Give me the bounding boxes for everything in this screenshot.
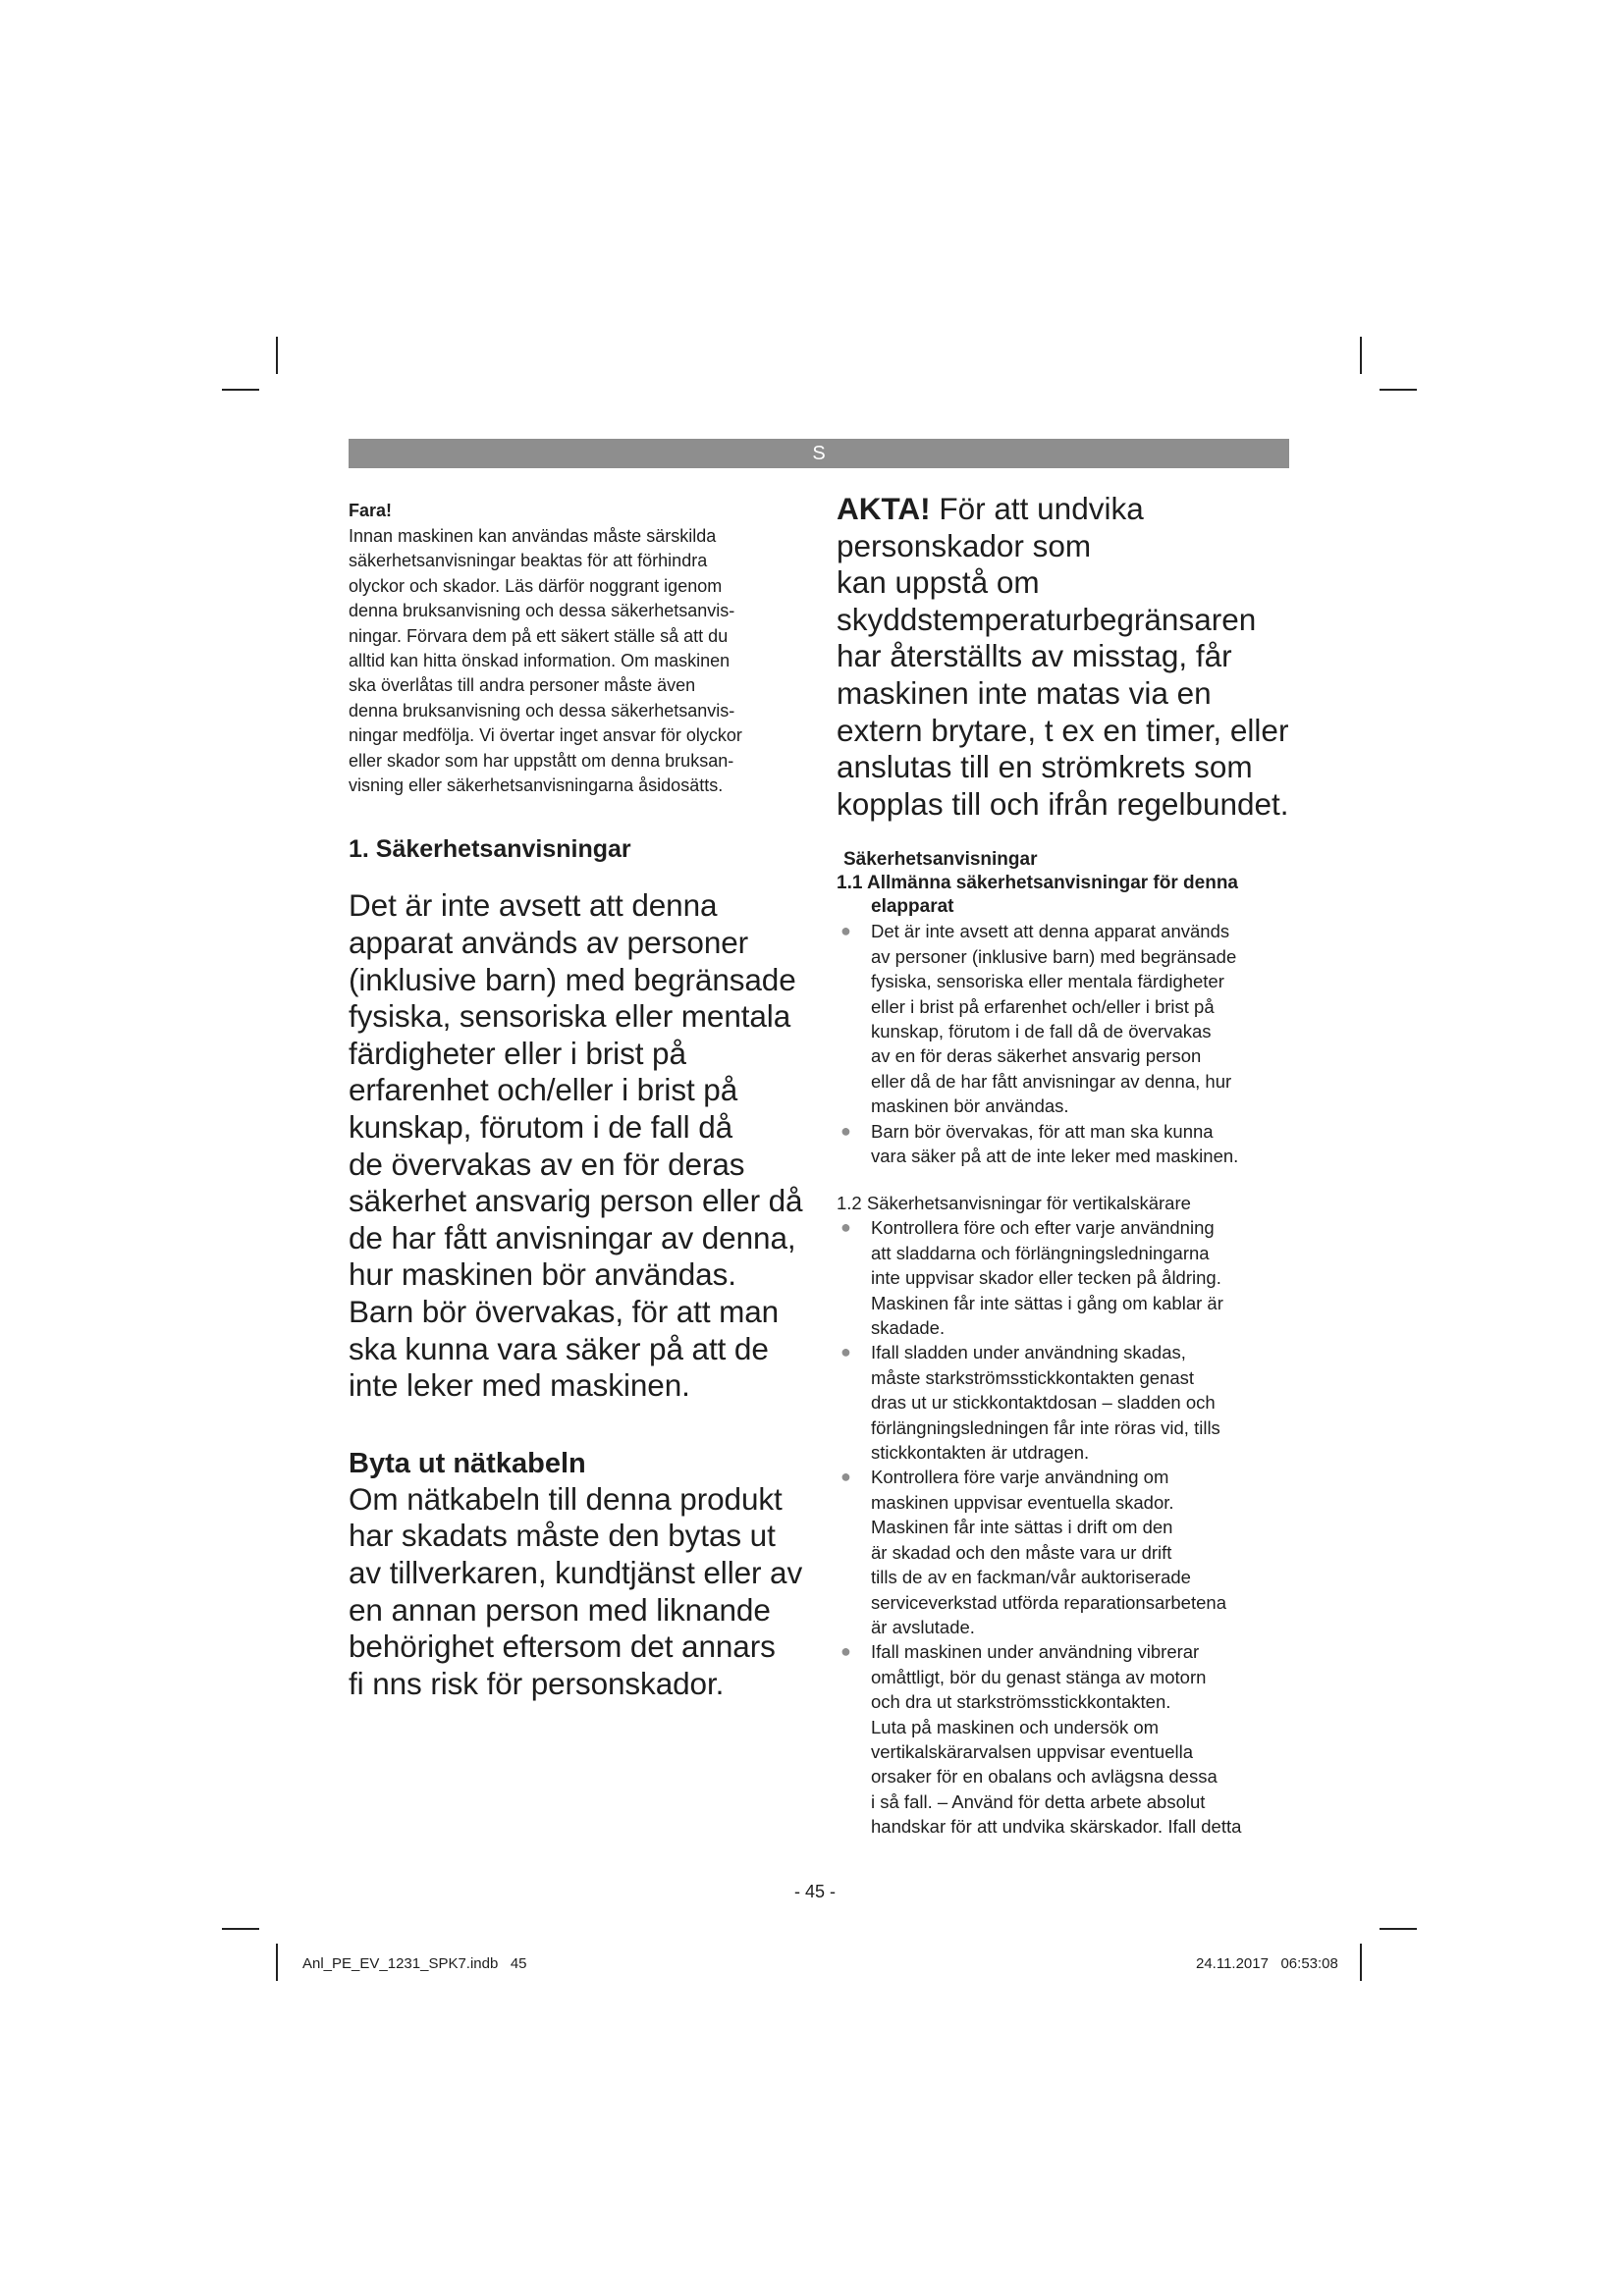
crop-mark-tl-vertical: [276, 337, 278, 374]
bullet-icon: ●: [840, 921, 851, 941]
danger-line: Innan maskinen kan användas måste särskilda: [349, 526, 717, 546]
item-line: Maskinen får inte sättas i drift om den: [871, 1517, 1173, 1538]
left-column: [349, 499, 810, 1702]
item-line: att sladdarna och förlängningsledningarna: [871, 1242, 1210, 1263]
trimmer-heading: 1.2 Säkerhetsanvisningar för vertikalskärare: [837, 1193, 1191, 1214]
danger-text: [349, 524, 810, 798]
danger-line: ningar. Förvara dem på ett säkert ställe så att du: [349, 625, 729, 646]
item-line: stickkontakten är utdragen.: [871, 1442, 1090, 1464]
cable-line: av tillverkaren, kundtjänst eller av: [349, 1554, 803, 1590]
danger-line: olyckor och skador. Läs därför noggrant igenom: [349, 575, 723, 596]
akta-line: maskinen inte matas via en: [837, 674, 1212, 711]
item-line: vertikalskärarvalsen uppvisar eventuella: [871, 1740, 1194, 1762]
large-notice-line: hur maskinen bör användas.: [349, 1256, 736, 1293]
danger-line: säkerhetsanvisningar beaktas för att förhindra: [349, 551, 708, 571]
general-list: [837, 919, 1298, 1168]
akta-line: kan uppstå om: [837, 564, 1040, 601]
cable-text: [349, 1481, 810, 1703]
item-line: eller då de har fått anvisningar av denna, hur: [871, 1070, 1232, 1092]
akta-line: personskador som: [837, 527, 1092, 563]
list-item: [837, 1465, 1298, 1639]
item-line: är skadad och den måste vara ur drift: [871, 1541, 1172, 1563]
akta-line: skyddstemperaturbegränsaren: [837, 601, 1257, 637]
item-line: och dra ut starkströmsstickkontakten.: [871, 1691, 1171, 1713]
crop-mark-bl-horizontal: [222, 1928, 259, 1930]
cable-title: Byta ut nätkabeln: [349, 1447, 586, 1479]
crop-mark-bl-vertical: [276, 1944, 278, 1981]
danger-title: Fara!: [349, 501, 393, 520]
cable-line: en annan person med liknande: [349, 1591, 771, 1628]
item-line: inte uppvisar skador eller tecken på åldring.: [871, 1267, 1221, 1289]
item-line: dras ut ur stickkontaktdosan – sladden och: [871, 1392, 1216, 1414]
large-notice-line: Barn bör övervakas, för att man: [349, 1294, 780, 1329]
akta-line: kopplas till och ifrån regelbundet.: [837, 785, 1289, 822]
item-line: Ifall sladden under användning skadas,: [871, 1342, 1186, 1363]
item-line: maskinen uppvisar eventuella skador.: [871, 1491, 1174, 1513]
list-item: [837, 1215, 1298, 1340]
language-code: S: [812, 443, 826, 464]
crop-mark-br-horizontal: [1380, 1928, 1417, 1930]
cable-line: behörighet eftersom det annars: [349, 1629, 776, 1665]
crop-mark-tr-horizontal: [1380, 389, 1417, 391]
crop-mark-tr-vertical: [1360, 337, 1362, 374]
list-item: [837, 1119, 1298, 1169]
item-line: serviceverkstad utförda reparationsarbetena: [871, 1591, 1226, 1613]
large-notice-line: kunskap, förutom i de fall då: [349, 1109, 733, 1146]
large-notice-line: inte leker med maskinen.: [349, 1367, 690, 1404]
item-line: tills de av en fackman/vår auktoriserade: [871, 1567, 1191, 1588]
crop-mark-tl-horizontal: [222, 389, 259, 391]
general-heading: 1.1 Allmänna säkerhetsanvisningar för denna: [837, 873, 1238, 894]
trimmer-list: [837, 1215, 1298, 1839]
akta-line: anslutas till en strömkrets som: [837, 749, 1253, 785]
item-line: handskar för att undvika skärskador. Ifall detta: [871, 1816, 1242, 1838]
akta-line: [837, 491, 1298, 528]
large-notice-line: färdigheter eller i brist på: [349, 1035, 686, 1071]
safety-heading: Säkerhetsanvisningar: [843, 849, 1038, 871]
danger-line: ska överlåtas till andra personer måste även: [349, 675, 696, 696]
item-line: av personer (inklusive barn) med begränsade: [871, 945, 1237, 967]
akta-line: extern brytare, t ex en timer, eller: [837, 712, 1289, 748]
right-column: [837, 491, 1298, 1840]
footer-timestamp: 24.11.2017 06:53:08: [1196, 1955, 1338, 1972]
akta-warning: [837, 491, 1298, 823]
akta-label: AKTA!: [837, 491, 931, 526]
item-line: eller i brist på erfarenhet och/eller i brist på: [871, 995, 1215, 1017]
bullet-icon: ●: [840, 1120, 851, 1141]
cable-line: har skadats måste den bytas ut: [349, 1518, 776, 1554]
large-notice-line: de övervakas av en för deras: [349, 1146, 745, 1182]
large-notice-line: (inklusive barn) med begränsade: [349, 961, 796, 997]
item-line: orsaker för en obalans och avlägsna dessa: [871, 1766, 1218, 1788]
item-line: Ifall maskinen under användning vibrerar: [871, 1641, 1200, 1663]
item-line: av en för deras säkerhet ansvarig person: [871, 1045, 1202, 1067]
item-line: Maskinen får inte sättas i gång om kablar är: [871, 1292, 1223, 1313]
item-line: Kontrollera före och efter varje användning: [871, 1217, 1215, 1239]
item-line: Barn bör övervakas, för att man ska kunna: [871, 1120, 1214, 1142]
bullet-icon: ●: [840, 1342, 851, 1362]
list-item: [837, 1340, 1298, 1465]
item-line: i så fall. – Använd för detta arbete absolut: [871, 1790, 1206, 1812]
large-notice-line: de har fått anvisningar av denna,: [349, 1219, 796, 1255]
cable-line: fi nns risk för personskador.: [349, 1665, 725, 1701]
item-line: Luta på maskinen och undersök om: [871, 1716, 1160, 1737]
danger-line: ningar medfölja. Vi övertar inget ansvar för olyckor: [349, 725, 742, 746]
akta-line: har återställts av misstag, får: [837, 638, 1232, 674]
item-line: Det är inte avsett att denna apparat används: [871, 921, 1230, 942]
large-notice-line: säkerhet ansvarig person eller då: [349, 1183, 803, 1219]
item-line: omåttligt, bör du genast stänga av motorn: [871, 1666, 1207, 1687]
large-notice: [349, 887, 810, 1404]
danger-line: eller skador som har uppstått om denna bruksan-: [349, 750, 734, 771]
footer-file-name: Anl_PE_EV_1231_SPK7.indb 45: [302, 1955, 527, 1972]
general-heading-cont: elapparat: [871, 896, 954, 918]
language-header-bar: [349, 439, 1289, 468]
item-line: måste starkströmsstickkontakten genast: [871, 1366, 1195, 1388]
bullet-icon: ●: [840, 1467, 851, 1487]
cable-line: Om nätkabeln till denna produkt: [349, 1480, 783, 1517]
bullet-icon: ●: [840, 1641, 851, 1662]
item-line: skadade.: [871, 1317, 946, 1339]
danger-line: denna bruksanvisning och dessa säkerhetsanvis-: [349, 700, 735, 721]
akta-first: För att undvika: [930, 491, 1144, 526]
list-item: [837, 919, 1298, 1118]
item-line: kunskap, förutom i de fall då de övervakas: [871, 1020, 1212, 1041]
item-line: maskinen bör användas.: [871, 1095, 1069, 1117]
item-line: fysiska, sensoriska eller mentala färdigheter: [871, 971, 1224, 992]
item-line: Kontrollera före varje användning om: [871, 1467, 1169, 1488]
large-notice-line: apparat används av personer: [349, 925, 749, 961]
list-item: [837, 1639, 1298, 1839]
large-notice-line: Det är inte avsett att denna: [349, 887, 718, 924]
page-number: - 45 -: [793, 1882, 836, 1901]
danger-line: alltid kan hitta önskad information. Om maskinen: [349, 651, 731, 671]
item-line: förlängningsledningen får inte röras vid, tills: [871, 1416, 1220, 1438]
bullet-icon: ●: [840, 1217, 851, 1238]
large-notice-line: erfarenhet och/eller i brist på: [349, 1072, 738, 1108]
item-line: är avslutade.: [871, 1616, 975, 1637]
danger-line: visning eller säkerhetsanvisningarna åsidosätts.: [349, 775, 724, 796]
crop-mark-br-vertical: [1360, 1944, 1362, 1981]
danger-line: denna bruksanvisning och dessa säkerhetsanvis-: [349, 601, 735, 621]
section-title: 1. Säkerhetsanvisningar: [349, 835, 631, 864]
large-notice-line: fysiska, sensoriska eller mentala: [349, 998, 791, 1035]
item-line: vara säker på att de inte leker med maskinen.: [871, 1146, 1239, 1166]
large-notice-line: ska kunna vara säker på att de: [349, 1330, 769, 1366]
